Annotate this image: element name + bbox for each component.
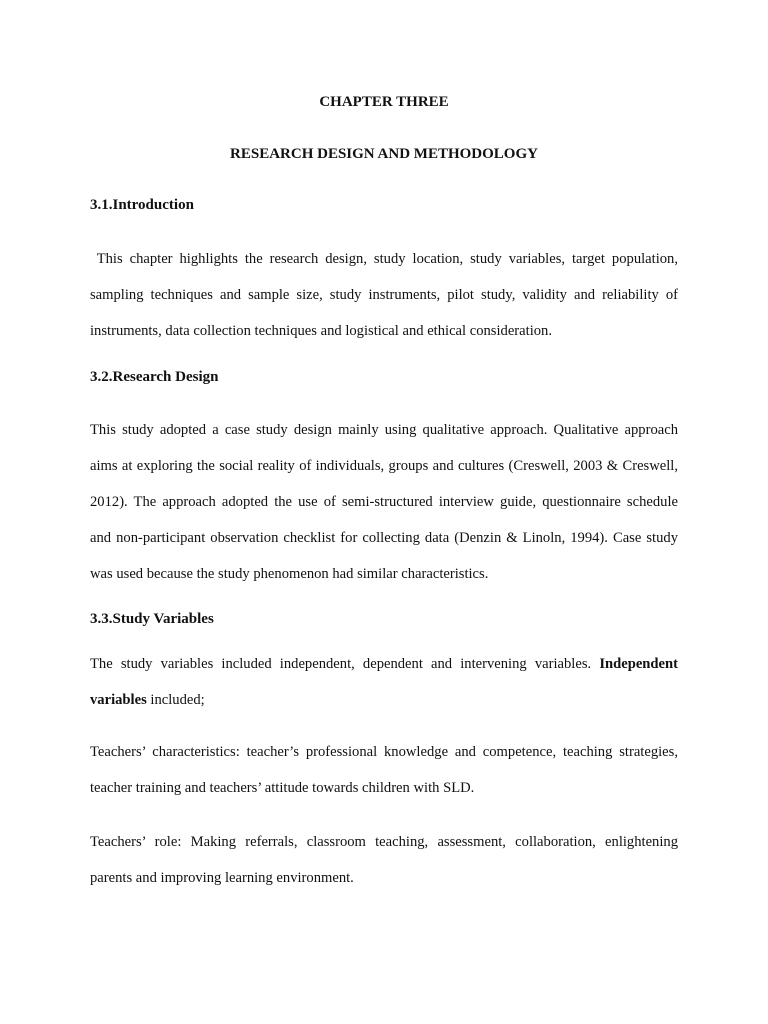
text-line: aims at exploring the social reality of individuals, groups and cultures (Creswell, 2003 & Creswell, [90, 458, 678, 474]
bold-term-independent: Independent [599, 656, 678, 672]
text-line [90, 682, 678, 718]
text-line: This chapter highlights the research design, study location, study variables, target population, [90, 251, 678, 267]
paragraph-study-variables [90, 646, 678, 718]
bold-term-variables: variables [90, 692, 147, 708]
text-line: This study adopted a case study design mainly using qualitative approach. Qualitative approach [90, 422, 678, 438]
section-heading-research-design: 3.2.Research Design [90, 369, 219, 385]
text-line: sampling techniques and sample size, study instruments, pilot study, validity and reliability of [90, 287, 678, 303]
text-line: Teachers’ characteristics: teacher’s professional knowledge and competence, teaching strategies, [90, 744, 678, 760]
text-line: teacher training and teachers’ attitude towards children with SLD. [90, 780, 475, 796]
paragraph-introduction [90, 241, 678, 349]
section-heading-study-variables: 3.3.Study Variables [90, 611, 214, 627]
text-line: and non-participant observation checklist for collecting data (Denzin & Linoln, 1994). Case study [90, 530, 678, 546]
text-line: parents and improving learning environment. [90, 870, 354, 886]
section-heading-introduction: 3.1.Introduction [90, 197, 194, 213]
text-line [90, 646, 678, 682]
text-line: was used because the study phenomenon had similar characteristics. [90, 566, 489, 582]
paragraph-teacher-characteristics [90, 734, 678, 806]
text-run: included; [146, 692, 205, 708]
text-run: The study variables included independent, dependent and intervening variables. [90, 656, 592, 672]
chapter-title: CHAPTER THREE [319, 94, 449, 110]
text-line: Teachers’ role: Making referrals, classroom teaching, assessment, collaboration, enlightening [90, 834, 678, 850]
paragraph-teacher-role [90, 824, 678, 896]
text-line: 2012). The approach adopted the use of semi-structured interview guide, questionnaire schedule [90, 494, 678, 510]
text-line: instruments, data collection techniques and logistical and ethical consideration. [90, 323, 552, 339]
paragraph-research-design [90, 412, 678, 592]
chapter-subtitle: RESEARCH DESIGN AND METHODOLOGY [230, 146, 538, 162]
